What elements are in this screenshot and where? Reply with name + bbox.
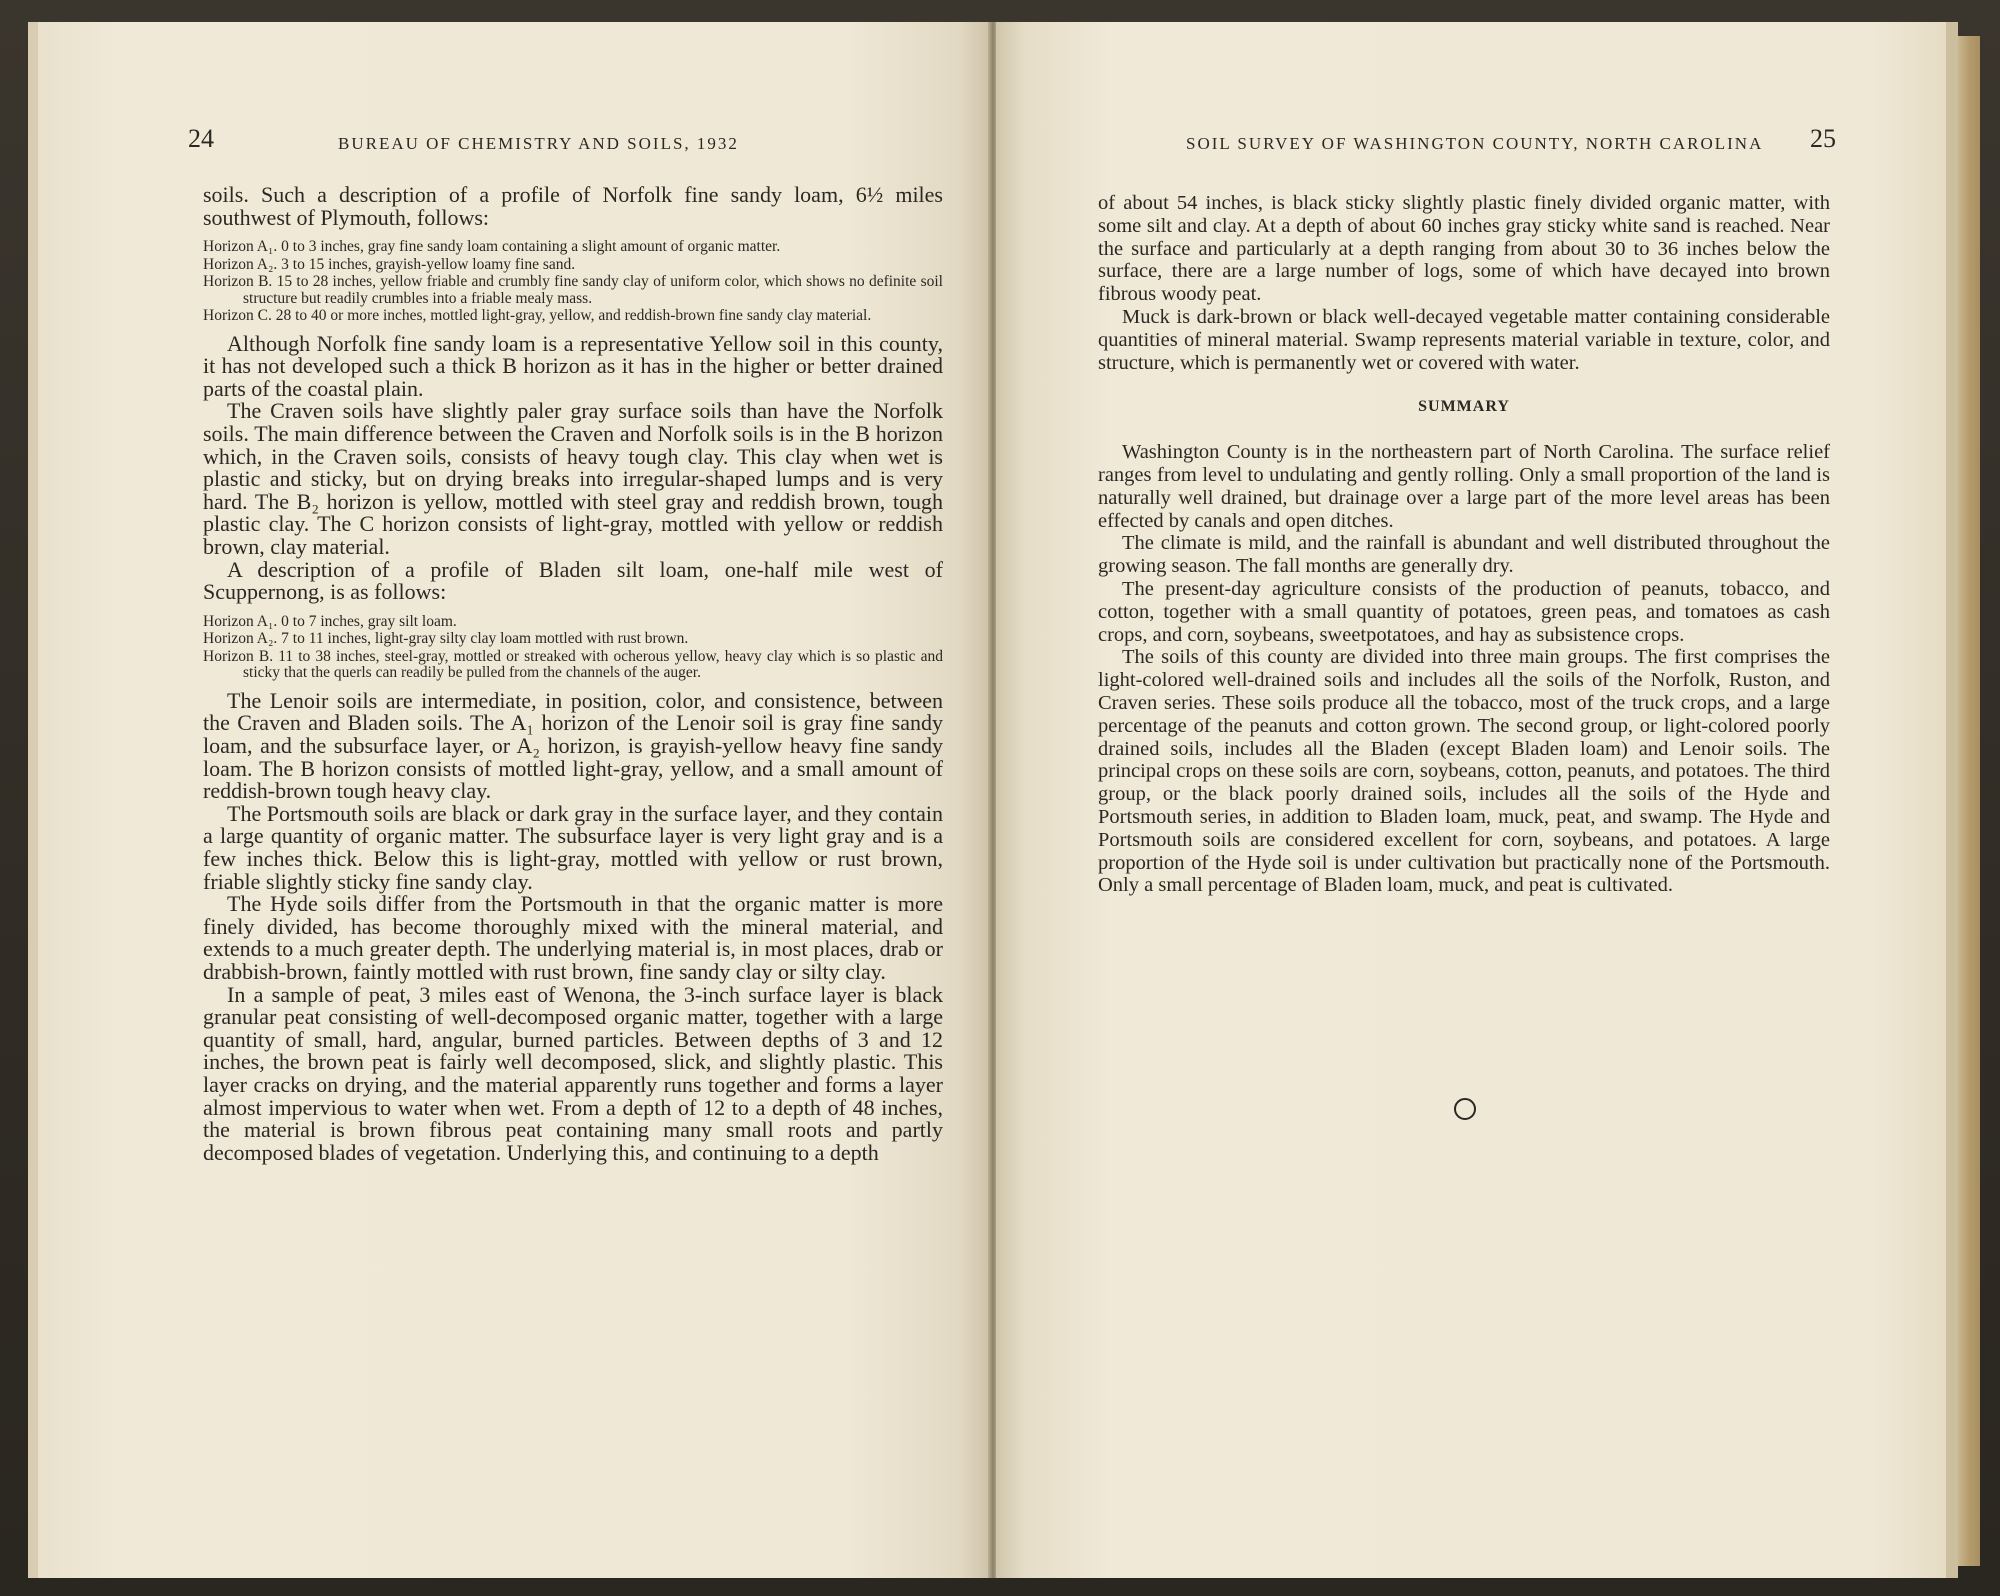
left-running-header <box>188 124 948 162</box>
bladen-profile-list <box>203 614 943 682</box>
left-page-number: 24 <box>188 124 214 153</box>
norfolk-profile-list <box>203 239 943 325</box>
paragraph: Washington County is in the northeastern part of North Carolina. The surface relief ranges from level to undulating and gently rolling. Only a small proportion of the land is naturally well drained, but drainage over a large part of the more level areas has been effected by canals and open ditches. <box>1098 441 1830 532</box>
right-running-head: SOIL SURVEY OF WASHINGTON COUNTY, NORTH CAROLINA <box>1186 134 1764 153</box>
end-circle-ornament <box>1454 1098 1476 1120</box>
right-page-number: 25 <box>1810 124 1836 153</box>
paragraph: The Craven soils have slightly paler gray surface soils than have the Norfolk soils. The main difference between the Craven and Norfolk soils is in the B horizon which, in the Craven soils, consists of heavy tough clay. This clay when wet is plastic and sticky, but on drying breaks into irregular-shaped lumps and is very hard. The B₂ horizon is yellow, mottled with steel gray and reddish brown, tough plastic clay. The C horizon consists of light-gray, mottled with yellow or reddish brown, clay material. <box>203 398 943 560</box>
right-page-body <box>1098 192 1830 897</box>
paragraph: The Hyde soils differ from the Portsmouth in that the organic matter is more finely divided, has become thoroughly mixed with the mineral material, and extends to a much greater depth. The underlying material is, in most places, drab or drabbish-brown, faintly mottled with rust brown, fine sandy clay or silty clay. <box>203 891 943 984</box>
paragraph: The climate is mild, and the rainfall is abundant and well distributed throughout the growing season. The fall months are generally dry. <box>1098 532 1830 578</box>
left-page-body <box>203 184 943 1164</box>
paragraph: The present-day agriculture consists of the production of peanuts, tobacco, and cotton, together with a small quantity of potatoes, green peas, and tomatoes as cash crops, and corn, soybeans, sweetpotatoes, and hay as subsistence crops. <box>1098 577 1830 646</box>
paragraph: A description of a profile of Bladen silt loam, one-half mile west of Scuppernong, is as follows: <box>203 556 943 605</box>
horizon-item: Horizon C. 28 to 40 or more inches, mottled light-gray, yellow, and reddish-brown fine sandy clay material. <box>203 307 872 325</box>
horizon-item: Horizon A₁. 0 to 3 inches, gray fine sandy loam containing a slight amount of organic matter. <box>203 238 781 256</box>
horizon-item: Horizon B. 11 to 38 inches, steel-gray, mottled or streaked with ocherous yellow, heavy clay which is so plastic and sticky that the querls can readily be pulled from the channels of the auger. <box>203 647 943 682</box>
paragraph: of about 54 inches, is black sticky slightly plastic finely divided organic matter, with some silt and clay. At a depth of about 60 inches gray sticky white sand is reached. Near the surface and particularly at a depth ranging from about 30 to 36 inches below the surface, there are a large number of logs, some of which have decayed into brown fibrous woody peat. <box>1098 192 1830 306</box>
right-page <box>996 22 1958 1578</box>
page-edge <box>1958 36 1980 1566</box>
right-running-header <box>1096 124 1836 162</box>
paragraph: Although Norfolk fine sandy loam is a representative Yellow soil in this county, it has not developed such a thick B horizon as it has in the higher or better drained parts of the coastal plain. <box>203 330 943 401</box>
horizon-item: Horizon A₁. 0 to 7 inches, gray silt loam. <box>203 612 457 630</box>
horizon-item: Horizon A₂. 3 to 15 inches, grayish-yellow loamy fine sand. <box>203 255 576 273</box>
left-page <box>28 22 988 1578</box>
summary-heading: SUMMARY <box>1418 398 1510 416</box>
paragraph: soils. Such a description of a profile of Norfolk fine sandy loam, 6½ miles southwest of Plymouth, follows: <box>203 182 943 230</box>
left-running-head: BUREAU OF CHEMISTRY AND SOILS, 1932 <box>338 134 739 153</box>
paragraph: In a sample of peat, 3 miles east of Wenona, the 3-inch surface layer is black granular peat consisting of well-decomposed organic matter, together with a large quantity of small, hard, angular, burned particles. Between depths of 3 and 12 inches, the brown peat is fairly well decomposed, slick, and slightly plastic. This layer cracks on drying, and the material apparently runs together and forms a layer almost impervious to water when wet. From a depth of 12 to a depth of 48 inches, the material is brown fibrous peat containing many small roots and partly decomposed blades of vegetation. Underlying this, and continuing to a depth <box>203 981 943 1165</box>
paragraph: The Lenoir soils are intermediate, in position, color, and consistence, between the Craven and Bladen soils. The A₁ horizon of the Lenoir soil is gray fine sandy loam, and the subsurface layer, or A₂ horizon, is grayish-yellow heavy fine sandy loam. The B horizon consists of mottled light-gray, yellow, and a small amount of reddish-brown tough heavy clay. <box>203 687 943 804</box>
paragraph: The soils of this county are divided into three main groups. The first comprises the light-colored well-drained soils and includes all the soils of the Norfolk, Ruston, and Craven series. These soils produce all the tobacco, most of the truck crops, and a large percentage of the peanuts and cotton grown. The second group, or light-colored poorly drained soils, includes all the Bladen (except Bladen loam) and Lenoir soils. The principal crops on these soils are corn, soybeans, cotton, peanuts, and potatoes. The third group, or the black poorly drained soils, includes all the soils of the Hyde and Portsmouth series, in addition to Bladen loam, muck, peat, and swamp. The Hyde and Portsmouth soils are considered excellent for corn, soybeans, and potatoes. A large proportion of the Hyde soil is under cultivation but practically none of the Portsmouth. Only a small percentage of Bladen loam, muck, and peat is cultivated. <box>1098 646 1830 897</box>
paragraph: Muck is dark-brown or black well-decayed vegetable matter containing considerable quantities of mineral material. Swamp represents material variable in texture, color, and structure, which is permanently wet or covered with water. <box>1098 305 1830 374</box>
horizon-item: Horizon B. 15 to 28 inches, yellow friable and crumbly fine sandy clay of uniform color, which shows no definite soil structure but readily crumbles into a friable mealy mass. <box>203 273 943 307</box>
paragraph: The Portsmouth soils are black or dark gray in the surface layer, and they contain a large quantity of organic matter. The subsurface layer is very light gray and is a few inches thick. Below this is light-gray, mottled with yellow or rust brown, friable slightly sticky fine sandy clay. <box>203 800 943 894</box>
horizon-item: Horizon A₂. 7 to 11 inches, light-gray silty clay loam mottled with rust brown. <box>203 630 689 648</box>
